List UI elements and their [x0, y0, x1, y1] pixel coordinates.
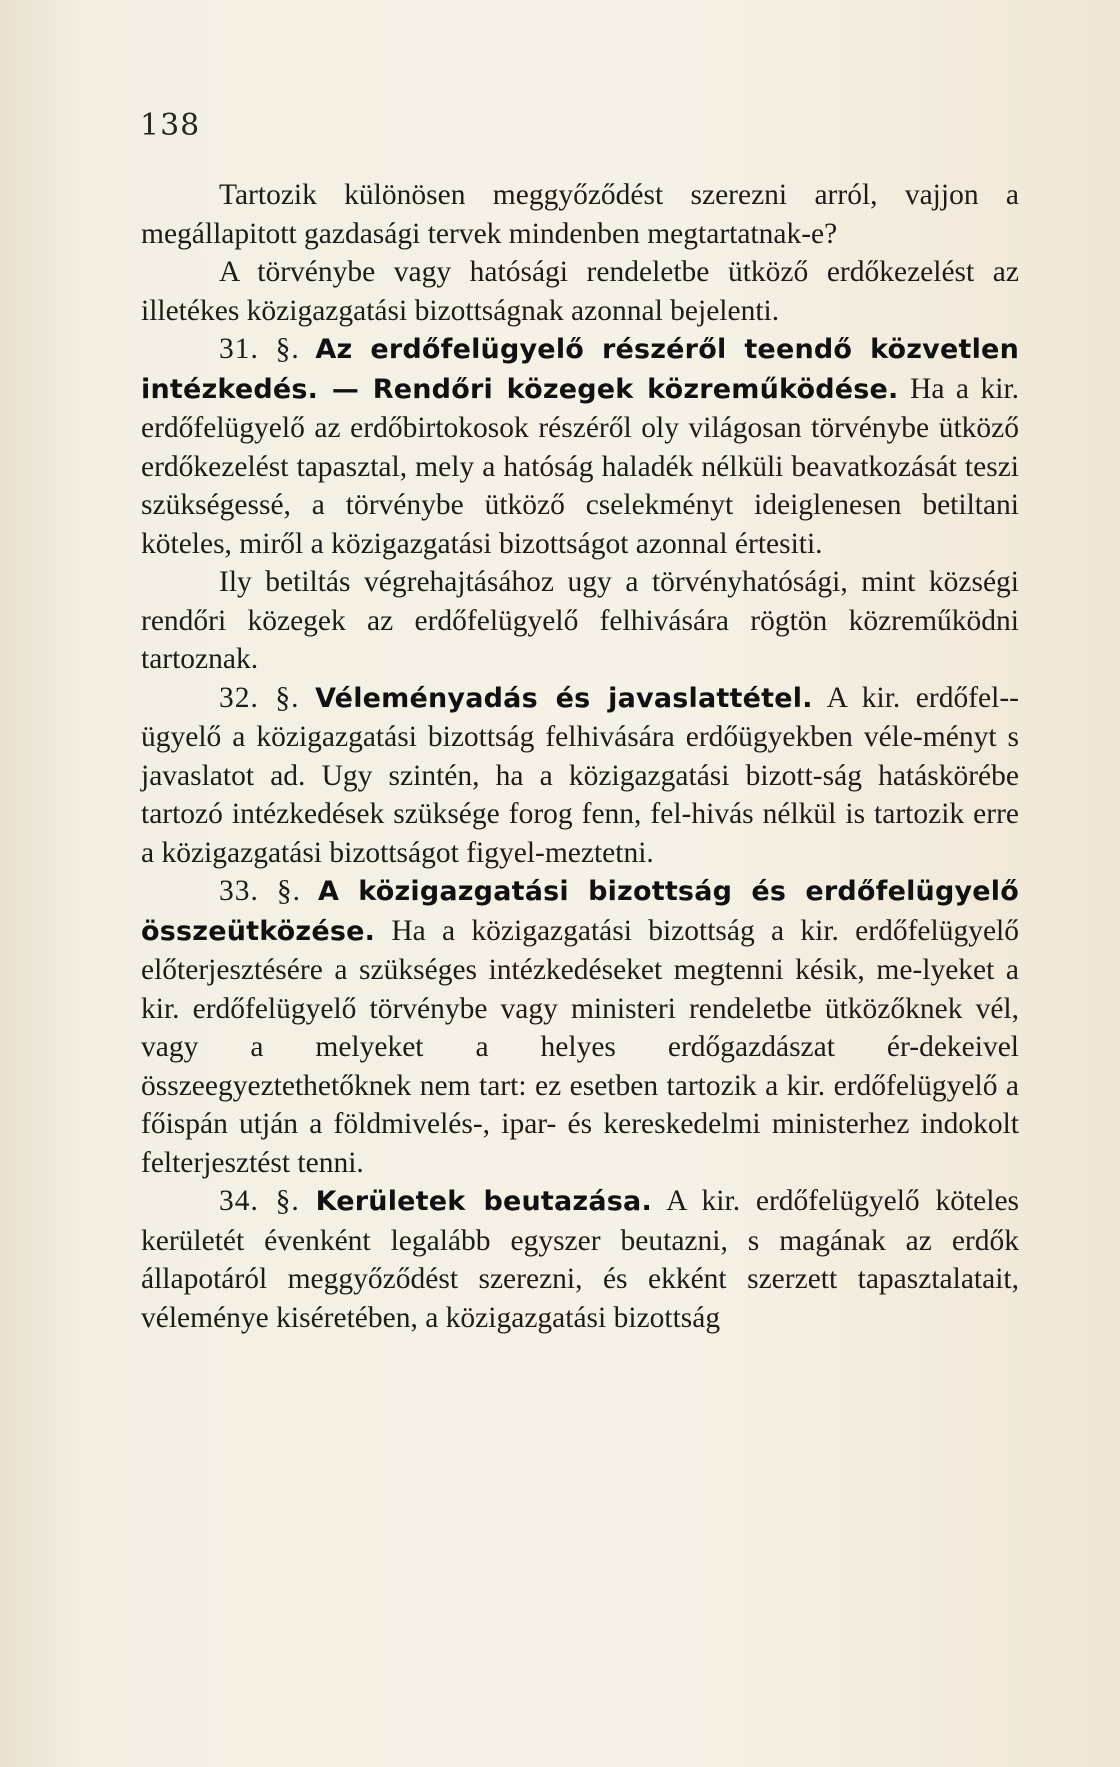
paragraph-1	[141, 176, 1019, 253]
paragraph-text: Tartozik különösen meggyőződést szerezni arról, vajjon a megállapitott gazdasági tervek mindenben megtartatnak-e?	[141, 179, 1019, 250]
paragraph-text: Ha a közigazgatási bizottság a kir. erdőfelügyelő előterjesztésére a szükséges intézkedéseket megtenni késik, me-lyeket a kir. erdőfelügyelő törvénybe vagy ministeri rendeletbe ütközőknek vél, vagy a melyeket a helyes erdőgazdászat ér-dekeivel összeegyeztethetőknek nem tart: ez esetben tartozik a kir. erdőfelügyelő a főispán utján a földmivelés-, ipar- és kereskedelmi ministerhez indokolt felterjesztést tenni.	[141, 914, 1019, 1179]
body-text	[141, 176, 1019, 1337]
section-number: 34. §.	[219, 1185, 300, 1217]
paragraph-text: A kir. erdőfel-ügyelő a közigazgatási bizottság felhivására erdőügyekben véle-ményt s javaslatot ad. Ugy szintén, ha a közigazgatási bizott-ság hatáskörébe tartozó intézkedések szüksége forog fenn, fel-hivás nélkül is tartozik erre a közigazgatási bizottságot figyel-meztetni.	[141, 681, 1019, 869]
section-title: Az erdőfelügyelő részéről teendő közvetlen intézkedés. — Rendőri közegek közreműködése.	[141, 334, 1019, 405]
paragraph-text: Ha a kir. erdőfelügyelő az erdőbirtokosok részéről oly világosan törvénybe ütköző erdőkezelést tapasztal, mely a hatóság haladék nélküli beavatkozását teszi szükségessé, a törvénybe ütköző cselekményt ideiglenesen betiltani köteles, miről a közigazgatási bizottságot azonnal értesiti.	[141, 372, 1020, 560]
paragraph-text: A törvénybe vagy hatósági rendeletbe ütköző erdőkezelést az illetékes közigazgatási bizottságnak azonnal bejelenti.	[141, 256, 1019, 327]
section-31	[141, 330, 1019, 563]
paragraph-text: A kir. erdőfelügyelő köteles kerületét évenként legalább egyszer beutazni, s magának az erdők állapotáról meggyőződést szerezni, és ekként szerzett tapasztalatait, véleménye kiséretében, a közigazgatási bizottság	[141, 1185, 1020, 1334]
section-number: 32. §.	[219, 681, 300, 714]
paragraph-2	[141, 253, 1019, 330]
paragraph-4	[141, 563, 1019, 679]
page-number: 138	[140, 108, 201, 143]
section-title: Véleményadás és javaslattétel.	[315, 682, 813, 714]
section-33	[141, 872, 1019, 1182]
section-number: 31. §.	[219, 333, 300, 365]
paragraph-text: Ily betiltás végrehajtásához ugy a törvényhatósági, mint községi rendőri közegek az erdőfelügyelő felhivására rögtön közreműködni tartoznak.	[141, 566, 1019, 675]
section-title: Kerületek beutazása.	[315, 1186, 652, 1217]
section-32	[141, 679, 1019, 873]
section-title: A közigazgatási bizottság és erdőfelügyelő összeütközése.	[141, 876, 1020, 947]
section-number: 33. §.	[219, 875, 301, 907]
section-34	[141, 1182, 1019, 1337]
